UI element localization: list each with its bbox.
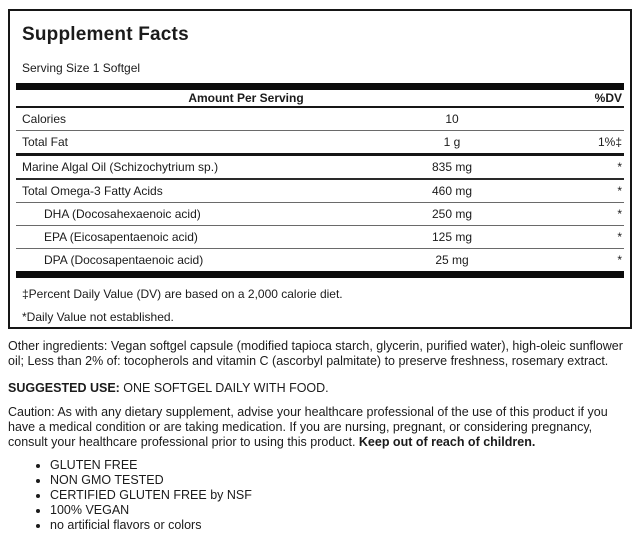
row-name: DPA (Docosapentaenoic acid) — [44, 253, 204, 267]
row-name: Marine Algal Oil (Schizochytrium sp.) — [22, 160, 219, 174]
list-item-non-gmo: • NON GMO TESTED — [50, 473, 626, 487]
row-name: Total Omega-3 Fatty Acids — [22, 184, 163, 198]
supplement-facts-panel — [8, 9, 632, 329]
row-amount: 1 g — [443, 135, 461, 149]
suggested-use-label: SUGGESTED USE: — [8, 381, 120, 395]
row-name: Total Fat — [22, 135, 69, 149]
row-name: EPA (Eicosapentaenoic acid) — [44, 230, 198, 244]
row-dv: * — [617, 184, 622, 198]
row-dv: * — [617, 230, 622, 244]
percent-dv-header: %DV — [594, 91, 622, 105]
divider-thick-bottom — [16, 271, 624, 278]
table-row-dha — [16, 203, 624, 226]
footnote-daily-value: ‡Percent Daily Value (DV) are based on a 2,000 calorie diet. — [22, 287, 343, 301]
row-amount: 10 — [445, 112, 459, 126]
row-dv: * — [617, 253, 622, 267]
row-amount: 460 mg — [431, 184, 473, 198]
label-body — [8, 339, 626, 533]
other-ingredients-text: Other ingredients: Vegan softgel capsule (modified tapioca starch, glycerin, purified water), high-oleic sunflower oil; Less than 2% of: tocopherols and vitamin C (ascorbyl palmitate) to preserve freshness, rosemary extract. — [8, 339, 623, 368]
suggested-use — [8, 381, 626, 396]
row-amount: 250 mg — [431, 207, 473, 221]
row-name: DHA (Docosahexaenoic acid) — [44, 207, 201, 221]
list-item-gluten-free: • GLUTEN FREE — [50, 458, 626, 472]
row-amount: 25 mg — [435, 253, 469, 267]
list-item-certified-gluten-free: • CERTIFIED GLUTEN FREE by NSF — [50, 488, 626, 502]
divider-thick-top — [16, 83, 624, 90]
row-amount: 835 mg — [431, 160, 473, 174]
amount-per-serving-header: Amount Per Serving — [188, 91, 304, 105]
row-dv: * — [617, 160, 622, 174]
table-row-epa — [16, 226, 624, 249]
row-dv: 1%‡ — [597, 135, 622, 149]
row-name: Calories — [22, 112, 67, 126]
benefits-list — [8, 458, 626, 532]
list-item-no-artificial: • no artificial flavors or colors — [50, 518, 626, 532]
serving-size: Serving Size 1 Softgel — [22, 61, 141, 75]
table-header-row — [16, 90, 624, 108]
footnote-not-established: *Daily Value not established. — [22, 310, 174, 324]
row-dv: * — [617, 207, 622, 221]
row-amount: 125 mg — [431, 230, 473, 244]
panel-title: Supplement Facts — [22, 24, 189, 45]
table-row-total-omega3 — [16, 180, 624, 203]
suggested-use-text: ONE SOFTGEL DAILY WITH FOOD. — [119, 381, 329, 395]
caution — [8, 405, 626, 450]
table-row-dpa — [16, 249, 624, 271]
table-row-calories — [16, 108, 624, 131]
table-row-total-fat — [16, 131, 624, 156]
list-item-vegan: • 100% VEGAN — [50, 503, 626, 517]
caution-keep-out-text: Keep out of reach of children. — [358, 435, 536, 449]
table-row-marine-algal-oil — [16, 156, 624, 180]
caution-text: Caution: As with any dietary supplement, advise your healthcare professional of the use of this product if you have a medical condition or are taking medication. If you are nursing, pregnant, or considering pregnancy, consult your healthcare professional prior to using this product. — [8, 405, 608, 449]
